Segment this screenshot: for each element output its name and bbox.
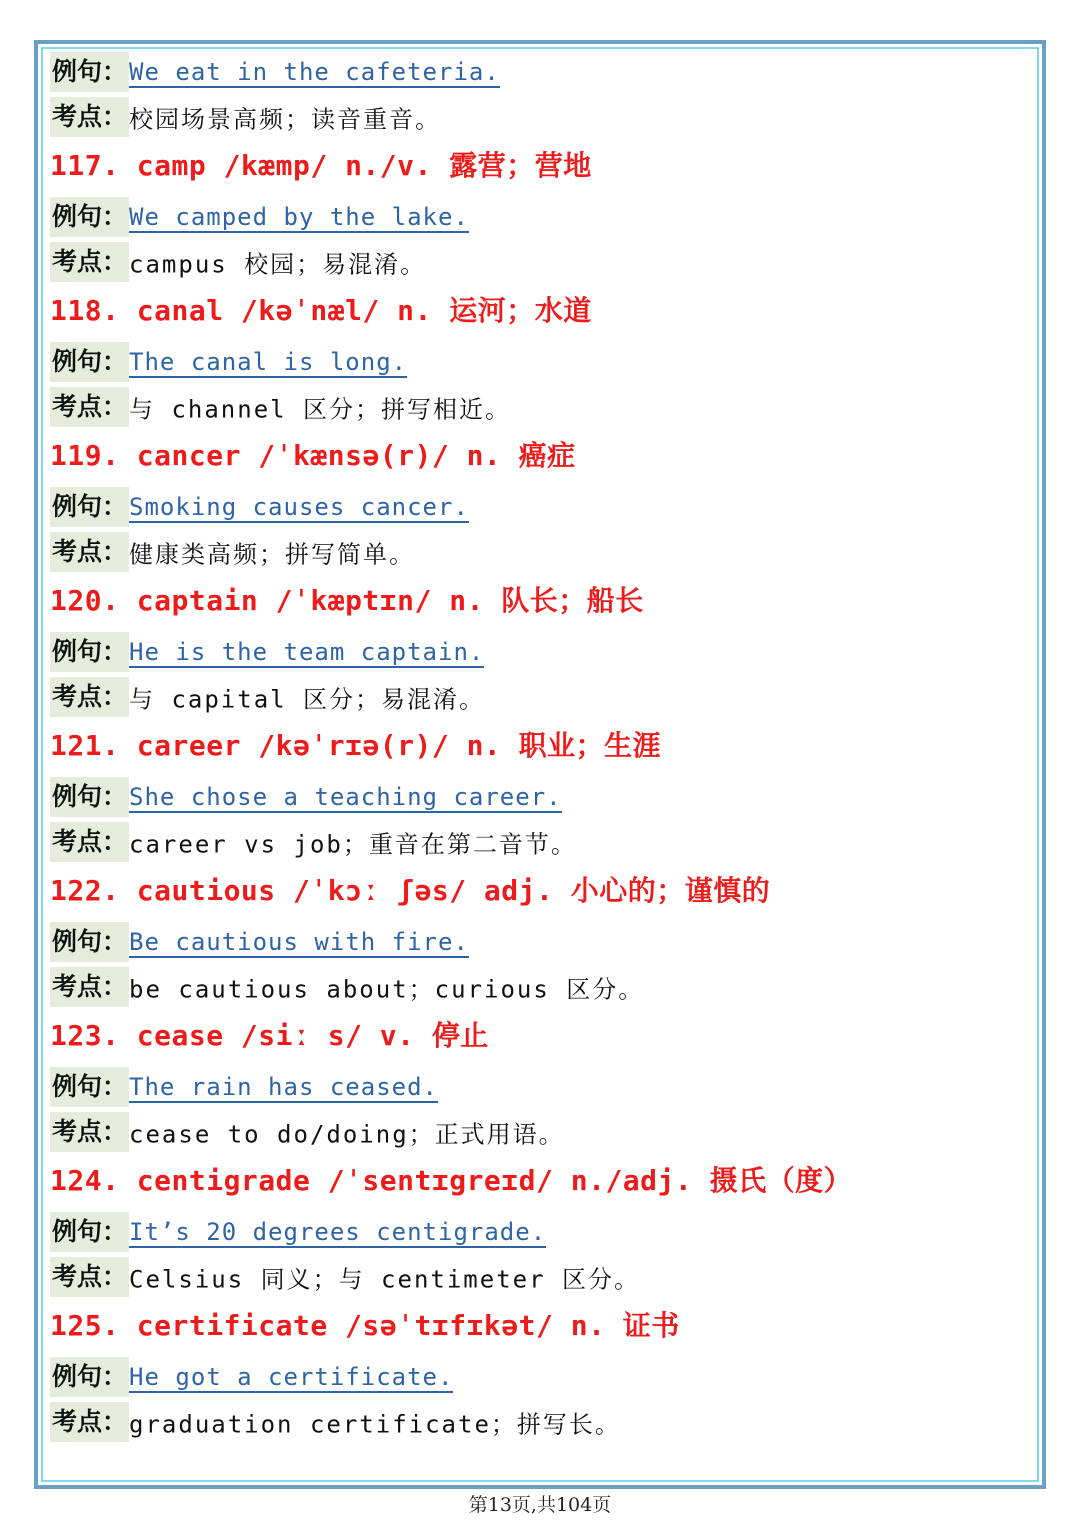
example-line xyxy=(50,632,484,672)
page-number: 第13页,共104页 xyxy=(468,1494,612,1516)
example-line xyxy=(50,922,469,962)
point-line xyxy=(50,1112,565,1152)
example-sentence: We eat in the cafeteria. xyxy=(129,58,500,86)
example-sentence: The canal is long. xyxy=(129,348,408,376)
example-sentence: She chose a teaching career. xyxy=(129,783,562,811)
point-line xyxy=(50,532,415,572)
point-text: be cautious about；curious 区分。 xyxy=(129,975,645,1004)
word-heading: 125. certificate /səˈtɪfɪkət/ n. 证书 xyxy=(50,1309,680,1342)
point-text: graduation certificate；拼写长。 xyxy=(129,1410,621,1439)
example-sentence: The rain has ceased. xyxy=(129,1073,438,1101)
point-label: 考点： xyxy=(50,1257,129,1297)
word-heading: 123. cease /siː s/ v. 停止 xyxy=(50,1019,489,1052)
point-text: 校园场景高频；读音重音。 xyxy=(129,105,442,134)
example-line xyxy=(50,1357,453,1397)
point-line xyxy=(50,387,511,427)
point-line xyxy=(50,822,577,862)
point-text: 与 channel 区分；拼写相近。 xyxy=(129,395,512,424)
example-label: 例句： xyxy=(50,1212,129,1252)
point-label: 考点： xyxy=(50,242,129,282)
word-heading: 119. cancer /ˈkænsə(r)/ n. 癌症 xyxy=(50,439,576,472)
point-line xyxy=(50,1257,640,1297)
point-text: 健康类高频；拼写简单。 xyxy=(129,540,416,569)
example-label: 例句： xyxy=(50,342,129,382)
word-heading: 120. captain /ˈkæptɪn/ n. 队长；船长 xyxy=(50,584,644,617)
point-line xyxy=(50,242,426,282)
example-label: 例句： xyxy=(50,197,129,237)
word-heading: 117. camp /kæmp/ n./v. 露营；营地 xyxy=(50,149,592,182)
example-sentence: We camped by the lake. xyxy=(129,203,469,231)
example-sentence: He is the team captain. xyxy=(129,638,485,666)
point-label: 考点： xyxy=(50,97,129,137)
example-label: 例句： xyxy=(50,52,129,92)
example-line xyxy=(50,1067,438,1107)
point-text: Celsius 同义；与 centimeter 区分。 xyxy=(129,1265,640,1294)
example-sentence: Smoking causes cancer. xyxy=(129,493,469,521)
word-heading: 124. centigrade /ˈsentɪgreɪd/ n./adj. 摄氏（度） xyxy=(50,1164,853,1197)
point-label: 考点： xyxy=(50,822,129,862)
point-label: 考点： xyxy=(50,677,129,717)
example-sentence: He got a certificate. xyxy=(129,1363,454,1391)
example-label: 例句： xyxy=(50,922,129,962)
word-heading: 122. cautious /ˈkɔː ʃəs/ adj. 小心的；谨慎的 xyxy=(50,874,771,907)
point-label: 考点： xyxy=(50,532,129,572)
example-sentence: Be cautious with fire. xyxy=(129,928,469,956)
word-heading: 118. canal /kəˈnæl/ n. 运河；水道 xyxy=(50,294,592,327)
example-line xyxy=(50,52,500,92)
point-line xyxy=(50,677,485,717)
point-text: campus 校园；易混淆。 xyxy=(129,250,427,279)
example-label: 例句： xyxy=(50,1357,129,1397)
point-text: career vs job；重音在第二音节。 xyxy=(129,830,577,859)
word-heading: 121. career /kəˈrɪə(r)/ n. 职业；生涯 xyxy=(50,729,662,762)
example-line xyxy=(50,777,562,817)
example-label: 例句： xyxy=(50,1067,129,1107)
point-line xyxy=(50,1402,621,1442)
example-sentence: It’s 20 degrees centigrade. xyxy=(129,1218,547,1246)
point-label: 考点： xyxy=(50,1402,129,1442)
example-line xyxy=(50,487,469,527)
point-label: 考点： xyxy=(50,967,129,1007)
example-label: 例句： xyxy=(50,777,129,817)
point-label: 考点： xyxy=(50,387,129,427)
example-line xyxy=(50,1212,546,1252)
example-label: 例句： xyxy=(50,632,129,672)
point-text: 与 capital 区分；易混淆。 xyxy=(129,685,486,714)
point-line xyxy=(50,967,644,1007)
example-label: 例句： xyxy=(50,487,129,527)
point-label: 考点： xyxy=(50,1112,129,1152)
example-line xyxy=(50,342,407,382)
example-line xyxy=(50,197,469,237)
point-line xyxy=(50,97,441,137)
point-text: cease to do/doing；正式用语。 xyxy=(129,1120,565,1149)
